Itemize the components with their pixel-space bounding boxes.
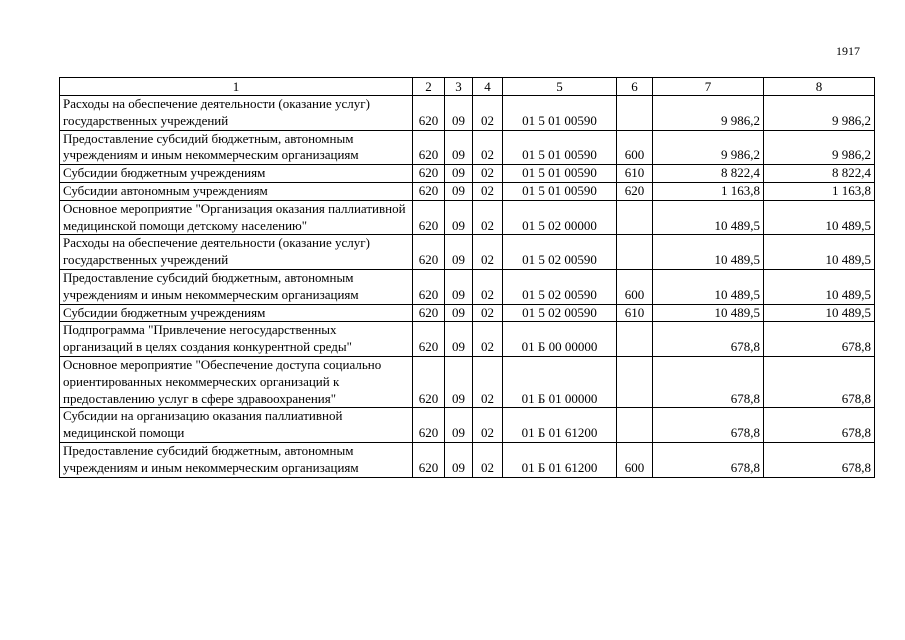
target-article-cell: 01 5 02 00590: [503, 304, 617, 322]
target-article-cell: 01 5 02 00000: [503, 200, 617, 235]
row-name-cell: Субсидии бюджетным учреждениям: [60, 165, 413, 183]
target-article-cell: 01 5 01 00590: [503, 165, 617, 183]
row-name-cell: Предоставление субсидий бюджетным, автономным учреждениям и иным некоммерческим организациям: [60, 130, 413, 165]
amount-year-2-cell: 678,8: [764, 408, 875, 443]
amount-year-1-cell: 9 986,2: [653, 96, 764, 131]
subsection-code-cell: 02: [473, 442, 503, 477]
section-code-cell: 09: [445, 304, 473, 322]
expense-type-cell: [617, 408, 653, 443]
table-row: [60, 200, 875, 235]
expense-type-cell: 620: [617, 182, 653, 200]
column-header-4: 4: [473, 78, 503, 96]
target-article-cell: 01 5 01 00590: [503, 182, 617, 200]
subsection-code-cell: 02: [473, 356, 503, 407]
amount-year-1-cell: 678,8: [653, 322, 764, 357]
amount-year-1-cell: 9 986,2: [653, 130, 764, 165]
column-header-6: 6: [617, 78, 653, 96]
ministry-code-cell: 620: [413, 200, 445, 235]
column-header-7: 7: [653, 78, 764, 96]
ministry-code-cell: 620: [413, 356, 445, 407]
target-article-cell: 01 Б 01 61200: [503, 408, 617, 443]
expense-type-cell: 600: [617, 130, 653, 165]
subsection-code-cell: 02: [473, 269, 503, 304]
subsection-code-cell: 02: [473, 182, 503, 200]
section-code-cell: 09: [445, 200, 473, 235]
table-row: [60, 304, 875, 322]
table-row: [60, 408, 875, 443]
ministry-code-cell: 620: [413, 269, 445, 304]
ministry-code-cell: 620: [413, 235, 445, 270]
section-code-cell: 09: [445, 165, 473, 183]
table-row: [60, 356, 875, 407]
table-row: [60, 130, 875, 165]
amount-year-1-cell: 10 489,5: [653, 235, 764, 270]
amount-year-1-cell: 10 489,5: [653, 304, 764, 322]
row-name-cell: Основное мероприятие "Обеспечение доступа социально ориентированных некоммерческих организаций к предоставлению услуг в сфере здравоохранения": [60, 356, 413, 407]
subsection-code-cell: 02: [473, 165, 503, 183]
ministry-code-cell: 620: [413, 130, 445, 165]
row-name-cell: Субсидии автономным учреждениям: [60, 182, 413, 200]
ministry-code-cell: 620: [413, 182, 445, 200]
amount-year-2-cell: 10 489,5: [764, 269, 875, 304]
section-code-cell: 09: [445, 130, 473, 165]
target-article-cell: 01 Б 01 00000: [503, 356, 617, 407]
amount-year-2-cell: 10 489,5: [764, 304, 875, 322]
table-row: [60, 269, 875, 304]
table-row: [60, 235, 875, 270]
amount-year-2-cell: 1 163,8: [764, 182, 875, 200]
row-name-cell: Подпрограмма "Привлечение негосударственных организаций в целях создания конкурентной среды": [60, 322, 413, 357]
expense-type-cell: [617, 356, 653, 407]
section-code-cell: 09: [445, 96, 473, 131]
ministry-code-cell: 620: [413, 322, 445, 357]
table-row: [60, 165, 875, 183]
amount-year-1-cell: 10 489,5: [653, 200, 764, 235]
subsection-code-cell: 02: [473, 408, 503, 443]
amount-year-2-cell: 10 489,5: [764, 235, 875, 270]
amount-year-1-cell: 8 822,4: [653, 165, 764, 183]
expense-type-cell: [617, 96, 653, 131]
target-article-cell: 01 5 02 00590: [503, 269, 617, 304]
row-name-cell: Предоставление субсидий бюджетным, автономным учреждениям и иным некоммерческим организациям: [60, 442, 413, 477]
column-header-5: 5: [503, 78, 617, 96]
section-code-cell: 09: [445, 408, 473, 443]
section-code-cell: 09: [445, 442, 473, 477]
ministry-code-cell: 620: [413, 408, 445, 443]
column-header-2: 2: [413, 78, 445, 96]
expense-type-cell: 610: [617, 304, 653, 322]
amount-year-1-cell: 678,8: [653, 408, 764, 443]
target-article-cell: 01 5 01 00590: [503, 96, 617, 131]
page-number: 1917: [836, 44, 860, 58]
budget-table: [59, 77, 875, 478]
section-code-cell: 09: [445, 182, 473, 200]
section-code-cell: 09: [445, 356, 473, 407]
expense-type-cell: [617, 322, 653, 357]
amount-year-1-cell: 10 489,5: [653, 269, 764, 304]
table-header-row: [60, 78, 875, 96]
section-code-cell: 09: [445, 269, 473, 304]
row-name-cell: Расходы на обеспечение деятельности (оказание услуг) государственных учреждений: [60, 235, 413, 270]
amount-year-1-cell: 678,8: [653, 356, 764, 407]
target-article-cell: 01 Б 00 00000: [503, 322, 617, 357]
subsection-code-cell: 02: [473, 304, 503, 322]
target-article-cell: 01 5 01 00590: [503, 130, 617, 165]
row-name-cell: Расходы на обеспечение деятельности (оказание услуг) государственных учреждений: [60, 96, 413, 131]
amount-year-2-cell: 9 986,2: [764, 96, 875, 131]
ministry-code-cell: 620: [413, 304, 445, 322]
ministry-code-cell: 620: [413, 165, 445, 183]
expense-type-cell: [617, 235, 653, 270]
subsection-code-cell: 02: [473, 130, 503, 165]
row-name-cell: Субсидии на организацию оказания паллиативной медицинской помощи: [60, 408, 413, 443]
expense-type-cell: 610: [617, 165, 653, 183]
expense-type-cell: 600: [617, 269, 653, 304]
column-header-3: 3: [445, 78, 473, 96]
ministry-code-cell: 620: [413, 442, 445, 477]
row-name-cell: Предоставление субсидий бюджетным, автономным учреждениям и иным некоммерческим организациям: [60, 269, 413, 304]
row-name-cell: Субсидии бюджетным учреждениям: [60, 304, 413, 322]
amount-year-2-cell: 8 822,4: [764, 165, 875, 183]
table-row: [60, 182, 875, 200]
target-article-cell: 01 5 02 00590: [503, 235, 617, 270]
ministry-code-cell: 620: [413, 96, 445, 131]
row-name-cell: Основное мероприятие "Организация оказания паллиативной медицинской помощи детскому населению": [60, 200, 413, 235]
table-body: [60, 96, 875, 478]
subsection-code-cell: 02: [473, 322, 503, 357]
subsection-code-cell: 02: [473, 96, 503, 131]
table-row: [60, 96, 875, 131]
amount-year-2-cell: 678,8: [764, 322, 875, 357]
amount-year-2-cell: 678,8: [764, 356, 875, 407]
amount-year-2-cell: 678,8: [764, 442, 875, 477]
target-article-cell: 01 Б 01 61200: [503, 442, 617, 477]
amount-year-1-cell: 1 163,8: [653, 182, 764, 200]
amount-year-1-cell: 678,8: [653, 442, 764, 477]
table-row: [60, 442, 875, 477]
amount-year-2-cell: 10 489,5: [764, 200, 875, 235]
column-header-8: 8: [764, 78, 875, 96]
expense-type-cell: 600: [617, 442, 653, 477]
subsection-code-cell: 02: [473, 235, 503, 270]
section-code-cell: 09: [445, 322, 473, 357]
subsection-code-cell: 02: [473, 200, 503, 235]
table-row: [60, 322, 875, 357]
section-code-cell: 09: [445, 235, 473, 270]
expense-type-cell: [617, 200, 653, 235]
column-header-1: 1: [60, 78, 413, 96]
amount-year-2-cell: 9 986,2: [764, 130, 875, 165]
